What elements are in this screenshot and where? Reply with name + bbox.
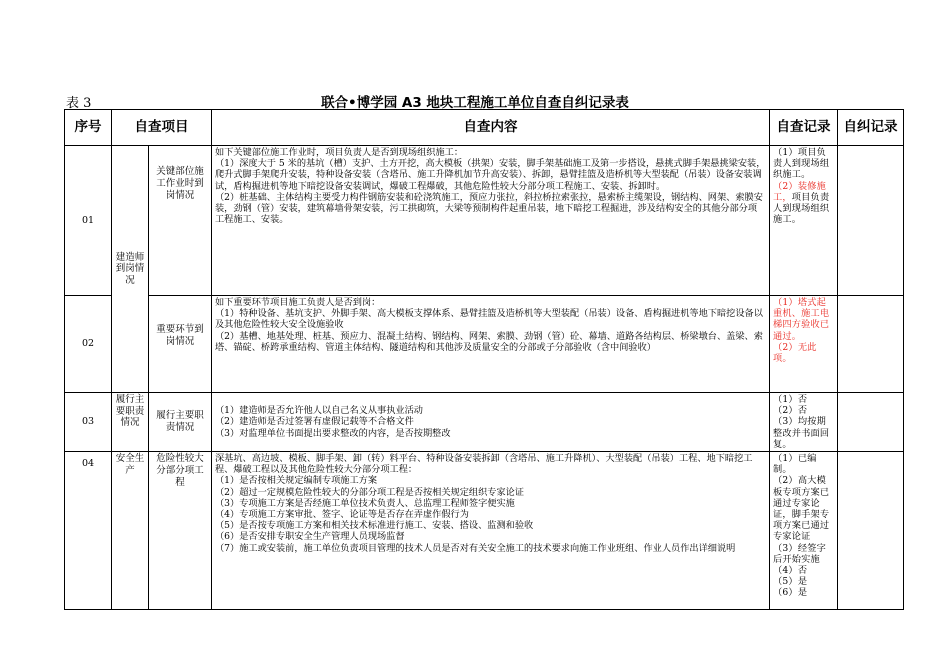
header-no: 序号 [65, 110, 112, 146]
row-number: 04 [65, 452, 112, 610]
content-line: 如下重要环节项目施工负责人是否到岗： [215, 297, 381, 308]
content-line: （3）对监理单位书面提出要求整改的内容，是否按期整改 [215, 427, 451, 439]
record-line: （4）否 [773, 565, 808, 577]
row-record [770, 393, 838, 452]
record-line: （1）项目负责人到现场组织施工。 [773, 147, 830, 181]
self-inspection-table [64, 109, 904, 610]
row-content [212, 146, 770, 296]
content-line: （4）专项施工方案审批、签字、论证等是否存在弄虚作假行为 [215, 509, 469, 521]
content-line: （6）是否安排专职安全生产管理人员现场监督 [215, 531, 405, 543]
row-category: 安全生产 [112, 452, 149, 610]
row-number: 03 [65, 393, 112, 452]
content-line: （7）施工或安装前，施工单位负责项目管理的技术人员是否对有关安全施工的技术要求向施工作业班组、作业人员作出详细说明 [215, 542, 736, 554]
row-content [212, 296, 770, 393]
table-row [65, 296, 904, 393]
table-row [65, 393, 904, 452]
content-line: 深基坑、高边坡、模板、脚手架、卸（转）料平台、特种设备安装拆卸（含塔吊、施工升降机）、大型装配（吊装）工程、地下暗挖工程、爆破工程以及其他危险性较大分部分项工程： [215, 453, 753, 476]
content-line: （1）建造师是否允许他人以自己名义从事执业活动 [215, 405, 423, 417]
header-record: 自查记录 [770, 110, 838, 146]
record-highlight: （2）装修施工， [773, 180, 826, 203]
row-correction [838, 452, 904, 610]
row-correction [838, 146, 904, 296]
record-suffix: 项目负责人到现场组织施工。 [773, 191, 830, 226]
row-record [770, 452, 838, 610]
record-line: （5）是 [773, 576, 808, 588]
row-sub-item: 重要环节到岗情况 [149, 296, 212, 393]
table-row [65, 146, 904, 296]
row-sub-item: 履行主要职责情况 [149, 393, 212, 452]
record-line: （3）均按期整改并书面回复。 [773, 416, 830, 450]
record-line: （2）无此项。 [773, 341, 817, 365]
page-title: 联合•博学园 A3 地块工程施工单位自查自纠记录表 [321, 95, 629, 111]
table-row [65, 452, 904, 610]
row-category: 履行主要职责情况 [112, 393, 149, 452]
row-number: 02 [65, 296, 112, 393]
content-line: （1）特种设备、基坑支护、外脚手架、高大模板支撑体系、悬臂挂篮及造桥机等大型装配（吊装）设备、盾构掘进机等地下暗挖设备以及其他危险性较大安全设施验收 [215, 308, 763, 331]
content-line: 如下关键部位施工作业时，项目负责人是否到现场组织施工： [215, 147, 464, 158]
row-content [212, 393, 770, 452]
table-label: 表 3 [66, 96, 92, 111]
row-sub-item: 关键部位施工作业时到岗情况 [149, 146, 212, 296]
record-line [773, 181, 834, 226]
record-line: （2）否 [773, 405, 808, 417]
content-line: （2）桩基础、主体结构主要受力构件钢筋安装和砼浇筑施工，预应力张拉，斜拉桥拉索张拉，悬索桥主缆架设，钢结构、网架、索膜安装，劲钢（管）安装，建筑幕墙骨架安装，污工拱砌筑，大梁等预制构件起重吊装，地下暗挖工程掘进，涉及结构安全的其他分部分项工程施工、安装。 [215, 191, 763, 226]
content-line: （5）是否按专项施工方案和相关技术标准进行施工、安装、搭设、监测和验收 [215, 520, 534, 532]
content-line: （3）专项施工方案是否经施工单位技术负责人、总监理工程师签字便实施 [215, 497, 515, 509]
row-correction [838, 393, 904, 452]
row-category: 建造师到岗情况 [112, 146, 149, 393]
header-row [65, 110, 904, 146]
content-line: （2）建造师是否过签署有虚假记载等不合格文件 [215, 416, 414, 428]
row-sub-item: 危险性较大分部分项工程 [149, 452, 212, 610]
row-correction [838, 296, 904, 393]
content-line: （2）基槽、地基处理、桩基、预应力、混凝土结构、钢结构、网架、索膜、劲钢（管）砼、幕墙、道路各结构层、桥梁墩台、盖梁、索塔、锚碇、桥跨承重结构、管道主体结构、隧道结构和其他涉及质量安全的分部或子分部验收（含中间验收） [215, 330, 763, 353]
record-line: （6）是 [773, 587, 808, 599]
content-line: （1）深度大于 5 米的基坑（槽）支护、土方开挖，高大模板（拱架）安装，脚手架基础施工及第一步搭设，悬挑式脚手架悬挑梁安装，爬升式脚手架爬升安装，特种设备安装（含塔吊、施工升降机加节升高安装）、拆卸，悬臂挂篮及造桥机等大型装配（吊装）设备安装调试，盾构掘进机等地下暗挖设备安装调试，爆破工程爆破，其他危险性较大分部分项工程施工、安装、拆卸时。 [215, 158, 766, 192]
row-number: 01 [65, 146, 112, 296]
record-line: （1）否 [773, 394, 808, 405]
header-content: 自查内容 [212, 110, 770, 146]
record-line: （1）塔式起重机、施工电梯四方验收已通过。 [773, 297, 830, 342]
content-line: （2）超过一定规模危险性较大的分部分项工程是否按相关规定组织专家论证 [215, 486, 525, 498]
row-content [212, 452, 770, 610]
record-line: （3）经签字后开始实施 [773, 542, 826, 565]
record-line: （1）已编制。 [773, 453, 817, 476]
row-record [770, 146, 838, 296]
row-record [770, 296, 838, 393]
header-correction: 自纠记录 [838, 110, 904, 146]
content-line: （1）是否按相关规定编制专项施工方案 [215, 475, 378, 487]
record-line: （2）高大模板专项方案已通过专家论证，脚手架专项方案已通过专家论证 [773, 475, 830, 543]
header-item: 自查项目 [112, 110, 212, 146]
